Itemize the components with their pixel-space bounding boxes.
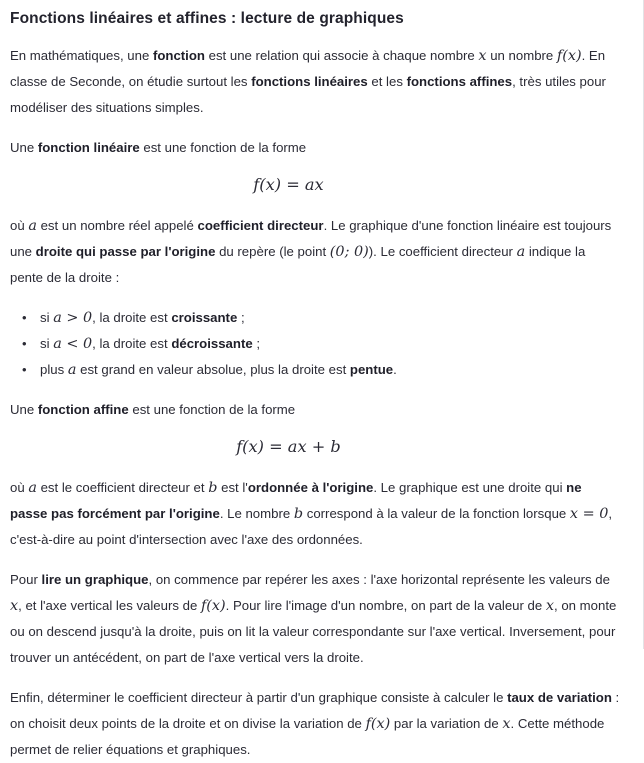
inline-math-fx: f(x) (556, 48, 582, 64)
text-fragment: où (10, 218, 29, 233)
paragraph-linear-intro (10, 135, 621, 161)
text-fragment: . Cette méthode permet de relier équations et graphiques. (10, 716, 605, 757)
inline-math-a-positive: a > 0 (53, 310, 93, 326)
inline-math-x-2: x (10, 598, 19, 614)
equation-affine-text: f(x) = ax + b (236, 437, 341, 456)
text-fragment: Pour (10, 572, 42, 587)
text-fragment: est une fonction de la forme (128, 402, 296, 417)
text-fragment: . (393, 362, 397, 377)
emphasis-fonction: fonction (152, 48, 205, 63)
inline-math-x: x (478, 48, 487, 64)
inline-math-x-4: x (502, 716, 511, 732)
list-item (10, 331, 621, 357)
text-fragment: est le coefficient directeur et (36, 480, 209, 495)
text-fragment: est une fonction de la forme (139, 140, 307, 155)
text-fragment: et les (367, 74, 407, 89)
emphasis-coefficient-directeur: coefficient directeur (197, 218, 324, 233)
inline-math-x-equals-zero: x = 0 (569, 506, 609, 522)
inline-math-fx-2: f(x) (200, 598, 226, 614)
paragraph-intro (10, 43, 621, 121)
text-fragment: . En classe de Seconde, on étudie surtout les (10, 48, 606, 89)
emphasis-droite-origine: droite qui passe par l'origine (35, 244, 216, 259)
inline-math-a-2: a (516, 244, 526, 260)
text-fragment: Une (10, 140, 38, 155)
inline-math-fx-3: f(x) (365, 716, 391, 732)
emphasis-fonction-lineaire: fonction linéaire (37, 140, 140, 155)
text-fragment: , on commence par repérer les axes : l'axe horizontal représente les valeurs de (148, 572, 610, 587)
text-fragment: est une relation qui associe à chaque nombre (204, 48, 479, 63)
text-fragment: ). Le coefficient directeur (368, 244, 517, 259)
emphasis-fonctions-affines: fonctions affines (406, 74, 513, 89)
inline-math-x-3: x (545, 598, 555, 614)
emphasis-croissante: croissante (171, 310, 238, 325)
paragraph-linear-explain (10, 213, 621, 291)
text-fragment: par la variation de (390, 716, 503, 731)
text-fragment: : on choisit deux points de la droite et on divise la variation de (10, 690, 620, 731)
text-fragment: si (40, 336, 54, 351)
text-fragment: , la droite est (92, 310, 172, 325)
slope-properties-list (10, 305, 621, 383)
text-fragment: , très utiles pour modéliser des situations simples. (10, 74, 606, 115)
emphasis-decroissante: décroissante (171, 336, 253, 351)
display-equation-affine (10, 437, 621, 457)
emphasis-fonctions-lineaires: fonctions linéaires (251, 74, 368, 89)
text-fragment: . Le nombre (219, 506, 294, 521)
emphasis-pentue: pentue (349, 362, 394, 377)
display-equation-linear (10, 175, 621, 195)
paragraph-reading-graph (10, 567, 621, 671)
text-fragment: En mathématiques, une (10, 48, 153, 63)
text-fragment: où (10, 480, 29, 495)
emphasis-ne-passe-pas: ne passe pas forcément par l'origine (10, 480, 582, 521)
text-fragment: si (40, 310, 54, 325)
text-fragment: . Pour lire l'image d'un nombre, on part de la valeur de (225, 598, 546, 613)
inline-math-a: a (28, 218, 37, 234)
text-fragment: . Le graphique est une droite qui (373, 480, 567, 495)
text-fragment: Une (10, 402, 38, 417)
text-fragment: , la droite est (92, 336, 172, 351)
text-fragment: est un nombre réel appelé (36, 218, 198, 233)
text-fragment: correspond à la valeur de la fonction lorsque (303, 506, 570, 521)
text-fragment: est l' (217, 480, 248, 495)
inline-math-a-negative: a < 0 (53, 336, 93, 352)
emphasis-fonction-affine: fonction affine (37, 402, 129, 417)
text-fragment: du repère (le point (215, 244, 330, 259)
inline-math-b-2: b (293, 506, 304, 522)
text-fragment: , c'est-à-dire au point d'intersection avec l'axe des ordonnées. (10, 506, 613, 547)
emphasis-taux-de-variation: taux de variation (507, 690, 612, 705)
inline-math-b: b (208, 480, 218, 496)
inline-math-a-3: a (67, 362, 77, 378)
inline-math-origin-point: (0; 0) (329, 244, 369, 260)
inline-math-a-4: a (28, 480, 37, 496)
emphasis-lire-un-graphique: lire un graphique (41, 572, 149, 587)
page-title: Fonctions linéaires et affines : lecture de graphiques (10, 10, 404, 27)
text-fragment: , et l'axe vertical les valeurs de (18, 598, 201, 613)
list-item (10, 357, 621, 383)
text-fragment: . Le graphique d'une fonction linéaire est toujours une (10, 218, 612, 259)
text-fragment: , on monte ou on descend jusqu'à la droite, puis on lit la valeur correspondante sur l'axe vertical. Inversement, pour trouver un antécédent, on part de l'axe vertical vers la droite. (10, 598, 617, 665)
text-fragment: est grand en valeur absolue, plus la droite est (76, 362, 350, 377)
list-item (10, 305, 621, 331)
paragraph-affine-explain (10, 475, 621, 553)
paragraph-affine-intro (10, 397, 621, 423)
text-fragment: indique la pente de la droite : (10, 244, 586, 285)
text-fragment: ; (252, 336, 261, 351)
paragraph-conclusion (10, 685, 621, 763)
text-fragment: Enfin, déterminer le coefficient directeur à partir d'un graphique consiste à calculer le (10, 690, 508, 705)
text-fragment: ; (237, 310, 245, 325)
equation-linear-text: f(x) = ax (253, 175, 324, 194)
emphasis-ordonnee-origine: ordonnée à l'origine (247, 480, 374, 495)
text-fragment: plus (40, 362, 68, 377)
text-fragment: un nombre (486, 48, 557, 63)
